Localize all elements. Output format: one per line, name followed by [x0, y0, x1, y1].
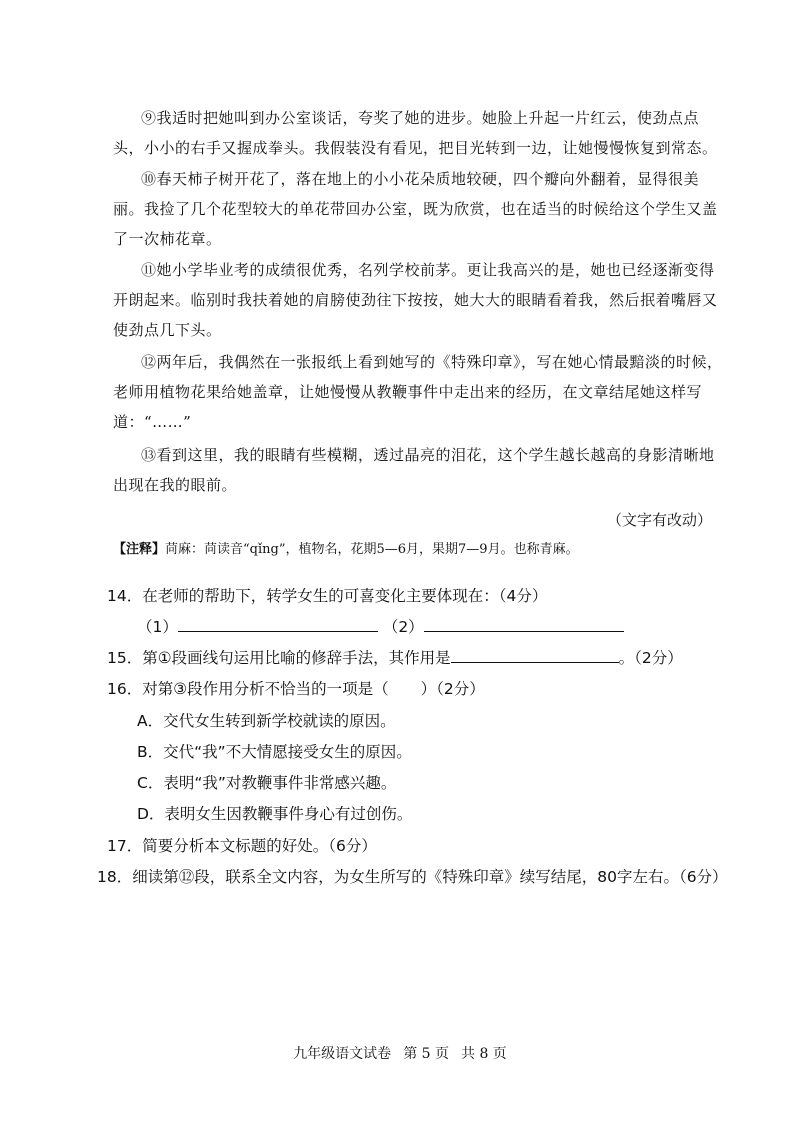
- exam-name: 九年级语文试卷: [293, 1046, 392, 1062]
- blank-2-label: （2）: [382, 618, 424, 636]
- option-d: D．表明女生因教鞭事件身心有过创伤。: [137, 805, 413, 823]
- source-note: （文字有改动）: [606, 511, 712, 529]
- question-17: 17．简要分析本文标题的好处。（6分）: [107, 837, 377, 855]
- paragraph-text: ⑨我适时把她叫到办公室谈话，夸奖了她的进步。她脸上升起一片红云，使劲点点头，小小的右手又握成拳头。我假装没有看见，把目光转到一边，让她慢慢恢复到常态。: [113, 109, 718, 157]
- passage-paragraph-11: [113, 255, 723, 345]
- paragraph-text: ⑩春天柿子树开花了，落在地上的小小花朵质地较硬，四个瓣向外翻着，显得很美丽。我捡了几个花型较大的单花带回办公室，既为欣赏，也在适当的时候给这个学生又盖了一次柿花章。: [113, 170, 718, 248]
- annotation-note: [113, 538, 733, 562]
- passage-paragraph-13: [113, 440, 723, 500]
- annotation-label: 【注释】: [113, 542, 166, 557]
- answer-blank-1[interactable]: [178, 613, 378, 632]
- question-18: 18．细读第⑫段，联系全文内容，为女生所写的《特殊印章》续写结尾，80字左右。（6分）: [97, 868, 728, 886]
- answer-blank-2[interactable]: [424, 613, 624, 632]
- paragraph-text: ⑪她小学毕业考的成绩很优秀，名列学校前茅。更让我高兴的是，她也已经逐渐变得开朗起来。临别时我扶着她的肩膀使劲往下按按，她大大的眼睛看着我，然后抿着嘴唇又使劲点几下头。: [113, 261, 718, 339]
- question-16-text: 16．对第③段作用分析不恰当的一项是（: [107, 680, 389, 698]
- paragraph-text: ⑫两年后，我偶然在一张报纸上看到她写的《特殊印章》，写在她心情最黯淡的时候，老师用植物花果给她盖章，让她慢慢从教鞭事件中走出来的经历，在文章结尾她这样写道：“……”: [113, 353, 723, 431]
- annotation-text: 苘麻：苘读音“qǐng”，植物名，花期5—6月，果期7—9月。也称青麻。: [165, 542, 579, 557]
- page-number: 第 5 页: [403, 1046, 449, 1062]
- question-14: 14．在老师的帮助下，转学女生的可喜变化主要体现在：（4分）: [107, 587, 548, 605]
- blank-1-label: （1）: [137, 618, 178, 636]
- answer-blank-15[interactable]: [451, 644, 619, 663]
- passage-paragraph-12: [113, 347, 723, 437]
- passage-paragraph-10: [113, 164, 723, 254]
- question-14-answer-blanks: [137, 612, 777, 642]
- question-15-score: 。（2分）: [618, 649, 683, 667]
- question-16-score: ）（2分）: [420, 680, 485, 698]
- question-15: [107, 643, 747, 673]
- option-b: B．交代“我”不大情愿接受女生的原因。: [137, 743, 412, 761]
- passage-paragraph-9: [113, 103, 723, 163]
- page-total: 共 8 页: [461, 1046, 507, 1062]
- option-c: C．表明“我”对教鞭事件非常感兴趣。: [137, 774, 397, 792]
- paragraph-text: ⑬看到这里，我的眼睛有些模糊，透过晶亮的泪花，这个学生越长越高的身影清晰地出现在我的眼前。: [113, 446, 715, 494]
- option-a: A．交代女生转到新学校就读的原因。: [137, 712, 396, 730]
- question-16: [107, 674, 747, 704]
- page-footer: [0, 1042, 800, 1066]
- question-15-text: 15．第①段画线句运用比喻的修辞手法，其作用是: [107, 649, 451, 667]
